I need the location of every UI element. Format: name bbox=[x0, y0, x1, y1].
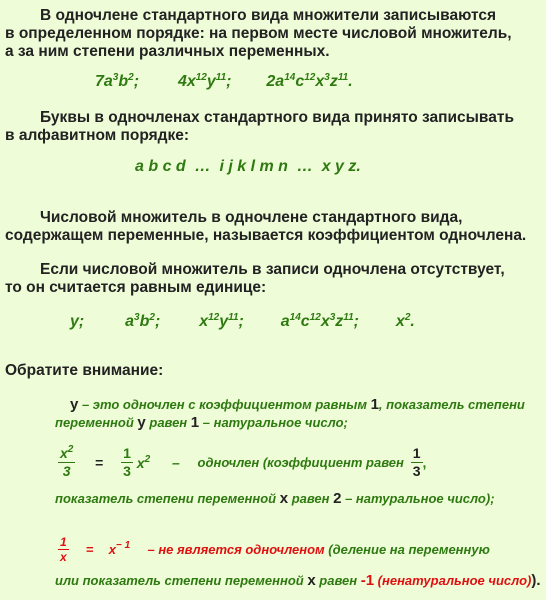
paragraph-4-line-2: то он считается равным единице: bbox=[5, 279, 267, 296]
note-2-formula: $\frac{x^2}{3}$ = $\frac{1}{3}$ $x^2$ – одночлен (коэффициент равен $\frac{1}{3}$ , bbox=[60, 444, 427, 479]
paragraph-3-line-1: Числовой множитель в одночлене стандартного вида, bbox=[40, 209, 463, 226]
paragraph-2-line-1: Буквы в одночленах стандартного вида принято записывать bbox=[40, 109, 514, 126]
monomial-4x12y11: $4x^{12}y^{11}$; bbox=[177, 72, 232, 90]
alphabet-order: a b c d … i j k l m n … x y z. bbox=[135, 158, 361, 175]
variable-y: y bbox=[70, 396, 79, 413]
monomial-x12y11: $x^{12}y^{11}$; bbox=[199, 312, 244, 330]
paragraph-4-line-1: Если числовой множитель в записи одночлена отсутствует, bbox=[40, 261, 505, 278]
paragraph-1-line-3: а за ним степени различных переменных. bbox=[5, 43, 330, 60]
monomial-a3b2: $a^3b^2$; bbox=[125, 312, 161, 330]
example-monomials-1 bbox=[95, 73, 353, 91]
fraction-x2-over-3: $\frac{x^2}{3}$ bbox=[60, 444, 74, 479]
note-3-line-2: или показатель степени переменной x равен -1 (ненатуральное число)). bbox=[55, 572, 541, 589]
note-1-line-2: переменной y равен 1 – натуральное число; bbox=[55, 414, 348, 431]
note-2-line-2: показатель степени переменной x равен 2 – натуральное число); bbox=[55, 490, 495, 507]
monomial-y: y; bbox=[70, 313, 85, 330]
paragraph-3-line-2: содержащем переменные, называется коэффициентом одночлена. bbox=[5, 227, 527, 244]
attention-heading: Обратите внимание: bbox=[5, 362, 164, 379]
note-3-formula: $\frac{1}{x}$ = $x^{- 1}$ – не является одночленом (деление на переменную bbox=[60, 535, 490, 564]
example-monomials-2 bbox=[70, 313, 415, 331]
monomial-7a3b2: $7a^3b^2$; bbox=[95, 72, 140, 90]
not-monomial-label: не является одночленом bbox=[158, 542, 325, 557]
fraction-1-over-x: $\frac{1}{x}$ bbox=[60, 535, 67, 564]
paragraph-1-line-2: в определенном порядке: на первом месте числовой множитель, bbox=[5, 25, 512, 42]
monomial-x2: $x^2$. bbox=[395, 312, 415, 330]
paragraph-2-line-2: в алфавитном порядке: bbox=[5, 127, 190, 144]
monomial-a14c12x3z11: $a^{14}c^{12}x^3z^{11}$; bbox=[280, 312, 359, 330]
monomial-2a14c12x3z11: $2a^{14}c^{12}x^3z^{11}$. bbox=[266, 72, 353, 90]
note-1-line-1: y – это одночлен с коэффициентом равным 1, показатель степени bbox=[70, 396, 525, 413]
paragraph-1-line-1: В одночлене стандартного вида множители записываются bbox=[40, 7, 497, 24]
coefficient-value-fraction: $\frac{1}{3}$ bbox=[412, 445, 421, 479]
coefficient-one-third: $\frac{1}{3}$ bbox=[123, 445, 131, 479]
